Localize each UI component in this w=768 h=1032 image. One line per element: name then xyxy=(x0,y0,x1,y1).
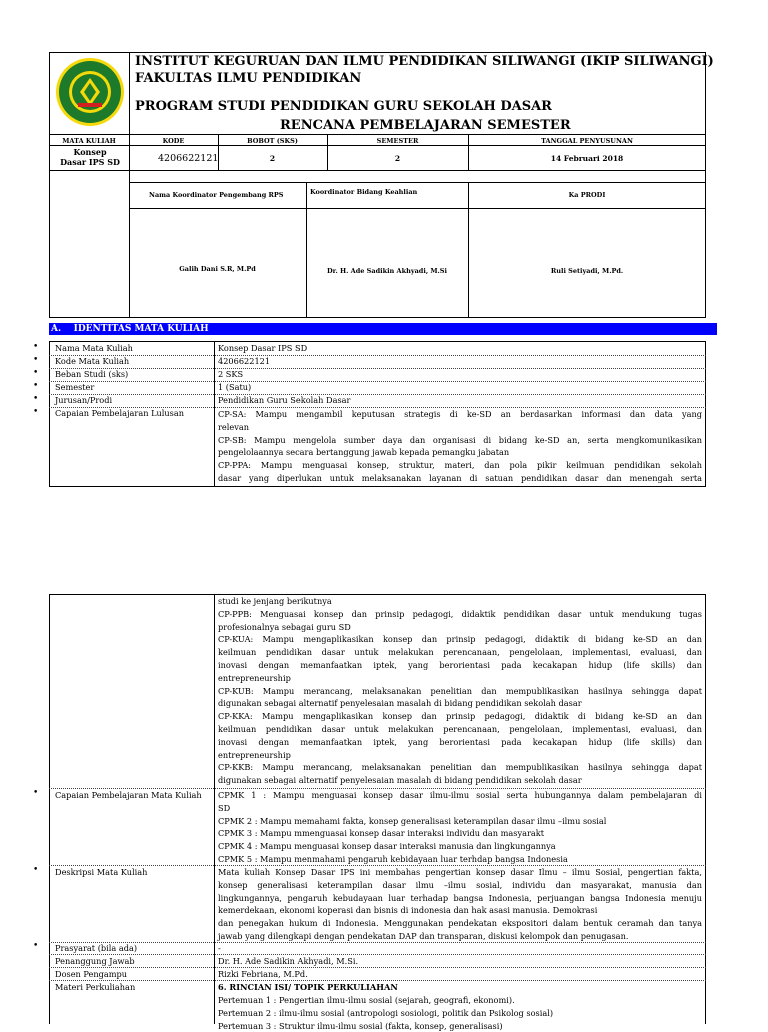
cp-line: pengelolaannya secara bertanggung jawab kepada pemangku jabatan xyxy=(218,447,510,458)
cp-line: dasar yang diperlukan untuk melaksanakan layanan di satuan pendidikan dasar dan menengah serta xyxy=(218,472,702,483)
cp-line: CP-KKA: Mampu mengaplikasikan konsep dan prinsip pedagogi, didaktik di bidang ke-SD an dan xyxy=(218,711,702,722)
label-beban-studi: Beban Studi (sks) xyxy=(55,369,129,379)
cp-lulusan-page1 xyxy=(218,408,702,485)
bullet: • xyxy=(33,394,39,404)
approval-label-kaprodi: Ka PRODI xyxy=(568,191,606,199)
cp-line: CP-SA: Mampu mengambil keputusan strategis di ke-SD an berdasarkan informasi dan data yang xyxy=(218,409,702,419)
materi-line: Pertemuan 2 : ilmu-ilmu sosial (antropologi sosiologi, politik dan Psikolog sosial) xyxy=(218,1007,554,1018)
deskripsi-line: jawab yang dilengkapi dengan pendekatan DAP dan transparan, diskusi kelompok dan penugasan. xyxy=(218,930,629,941)
value-beban-studi: 2 SKS xyxy=(218,369,244,379)
institute-name: INSTITUT KEGURUAN DAN ILMU PENDIDIKAN SILIWANGI (IKIP SILIWANGI) xyxy=(135,54,714,69)
bullet: • xyxy=(33,788,39,798)
approval-col-2 xyxy=(306,182,307,318)
header-frame xyxy=(49,52,706,318)
approval-top-line xyxy=(129,182,706,183)
cp-line: studi ke jenjang berikutnya xyxy=(218,596,332,606)
course-sks-value: 2 xyxy=(269,154,276,163)
bullet: • xyxy=(33,368,39,378)
bullet: • xyxy=(33,407,39,417)
col-header-kode: KODE xyxy=(162,137,185,145)
cpmk-line: SD xyxy=(218,802,231,813)
label-materi: Materi Perkuliahan xyxy=(55,982,136,992)
identity-col-divider xyxy=(214,341,215,487)
cp-line: keilmuan pendidikan dasar untuk melakukan perencanaan, pengelolaan, implementasi, evaluasi, dan xyxy=(218,647,702,658)
approval-left-divider xyxy=(129,170,130,318)
cp-line: keilmuan pendidikan dasar untuk melakukan perencanaan, pengelolaan, implementasi, evaluasi, dan xyxy=(218,723,702,734)
materi-line: Pertemuan 3 : Struktur ilmu-ilmu sosial (fakta, konsep, generalisasi) xyxy=(218,1020,503,1031)
faculty-name: FAKULTAS ILMU PENDIDIKAN xyxy=(135,71,362,86)
cp-line: CP-KUA: Mampu mengaplikasikan konsep dan prinsip pedagogi, didaktik di bidang ke-SD an dan xyxy=(218,634,702,645)
label-deskripsi: Deskripsi Mata Kuliah xyxy=(55,867,148,877)
course-code-value: 4206622121 xyxy=(158,153,219,164)
deskripsi-text xyxy=(218,866,702,943)
bullet: • xyxy=(33,355,39,365)
materi-list xyxy=(218,994,702,1032)
approval-label-bidang: Koordinator Bidang Keahlian xyxy=(310,188,418,196)
course-date-value: 14 Februari 2018 xyxy=(550,154,624,163)
cp-lulusan-page2 xyxy=(218,595,702,787)
course-name-value: Konsep Dasar IPS SD xyxy=(60,147,120,167)
cp-line: digunakan sebagai alternatif penyelesaian masalah di bidang pendidikan sekolah dasar xyxy=(218,775,582,786)
label-semester: Semester xyxy=(55,382,95,392)
approval-col-3 xyxy=(468,182,469,318)
col-header-bobot: BOBOT (SKS) xyxy=(247,137,298,145)
course-header-line xyxy=(49,145,706,146)
approval-label-line xyxy=(129,208,706,209)
bullet: • xyxy=(33,941,39,951)
cp-line: entrepreneurship xyxy=(218,749,291,760)
course-row-bottom xyxy=(49,170,706,171)
bullet: • xyxy=(33,381,39,391)
section-a-heading xyxy=(49,323,717,335)
header-bottom-line xyxy=(49,134,706,135)
label-prasyarat: Prasyarat (bila ada) xyxy=(55,943,138,953)
label-dosen-pengampu: Dosen Pengampu xyxy=(55,969,128,979)
institution-logo xyxy=(54,56,126,128)
deskripsi-line: konsep generalisasi keterampilan dasar ilmu –ilmu sosial, individu dan masyarakat, manusia dan xyxy=(218,879,702,890)
value-kode-mata-kuliah: 4206622121 xyxy=(218,356,271,366)
cpmk-list xyxy=(218,789,702,866)
cp-line: inovasi dengan memanfaatkan iptek, yang berorientasi pada kecakapan hidup (life skills) dan xyxy=(218,736,702,747)
cp-line: CP-SB: Mampu mengelola sumber daya dan organisasi di bidang ke-SD an, serta mengkomunikasikan xyxy=(218,434,702,445)
approval-label-koordinator: Nama Koordinator Pengembang RPS xyxy=(149,191,284,199)
cp-line: profesionalnya sebagai guru SD xyxy=(218,621,351,632)
label-penanggung-jawab: Penanggung Jawab xyxy=(55,956,135,966)
value-nama-mata-kuliah: Konsep Dasar IPS SD xyxy=(218,343,308,353)
section-a-title: A. IDENTITAS MATA KULIAH xyxy=(51,324,209,334)
cpmk-line: CPMK 1 : Mampu menguasai konsep dasar ilmu-ilmu sosial serta hubungannya dalam pembelajaran di xyxy=(218,790,702,800)
cp-line: CP-KKB: Mampu merancang, melaksanakan penelitian dan mempublikasikan hasilnya sehingga dapat xyxy=(218,762,702,773)
page2-col-divider xyxy=(214,594,215,1024)
program-name: PROGRAM STUDI PENDIDIKAN GURU SEKOLAH DASAR xyxy=(135,99,552,114)
cpmk-line: CPMK 5 : Mampu menmahami pengaruh kebidayaan luar terhdap bangsa Indonesia xyxy=(218,853,568,864)
cp-line: CP-PPA: Mampu menguasai konsep, struktur, materi, dan pola pikir keilmuan pendidikan sekolah xyxy=(218,460,702,471)
logo-divider xyxy=(129,52,130,134)
col-header-tanggal: TANGGAL PENYUSUNAN xyxy=(541,137,633,145)
value-semester: 1 (Satu) xyxy=(218,382,252,392)
label-kode-mata-kuliah: Kode Mata Kuliah xyxy=(55,356,130,366)
document-title: RENCANA PEMBELAJARAN SEMESTER xyxy=(280,118,571,133)
col-header-semester: SEMESTER xyxy=(376,137,419,145)
label-cpmk: Capaian Pembelajaran Mata Kuliah xyxy=(55,790,202,800)
cp-line: CP-PPB: Menguasai konsep dan prinsip pedagogi, didaktik pendidikan dasar untuk mendukung tugas xyxy=(218,608,702,619)
label-jurusan: Jurusan/Prodi xyxy=(55,395,113,405)
bullet: • xyxy=(33,342,39,352)
signatory-kaprodi: Ruli Setiyadi, M.Pd. xyxy=(550,267,624,275)
cp-line: digunakan sebagai alternatif penyelesaian masalah di bidang pendidikan sekolah dasar xyxy=(218,698,582,709)
deskripsi-line: lingkungannya, pengaruh kebudayaan luar terhadap bangsa Indonesia, perjuangan bangsa Indonesia menuju xyxy=(218,892,702,903)
label-capaian-lulusan: Capaian Pembelajaran Lulusan xyxy=(55,408,185,418)
deskripsi-line: dan penegakan hukum di Indonesia. Menggunakan pendekatan ekspositori dalam bentuk ceramah dan tanya xyxy=(218,918,702,929)
cp-line: entrepreneurship xyxy=(218,672,291,683)
cpmk-line: CPMK 4 : Mampu menguasai konsep dasar interaksi manusia dan lingkungannya xyxy=(218,841,556,852)
value-dosen-pengampu: Rizki Febriana, M.Pd. xyxy=(218,969,308,979)
bullet: • xyxy=(33,865,39,875)
materi-line: Pertemuan 1 : Pengertian ilmu-ilmu sosial (sejarah, geografi, ekonomi). xyxy=(218,995,515,1005)
cpmk-line: CPMK 2 : Mampu memahami fakta, konsep generalisasi keterampilan dasar ilmu –ilmu sosial xyxy=(218,815,607,826)
value-jurusan: Pendidikan Guru Sekolah Dasar xyxy=(218,395,351,405)
col-header-mata-kuliah: MATA KULIAH xyxy=(62,137,116,145)
signatory-koordinator: Galih Dani S.R, M.Pd xyxy=(179,265,256,273)
value-penanggung-jawab: Dr. H. Ade Sadikin Akhyadi, M.Si. xyxy=(218,956,359,966)
cp-line: relevan xyxy=(218,421,250,432)
cp-line: CP-KUB: Mampu merancang, melaksanakan penelitian dan mempublikasikan hasilnya sehingga dapat xyxy=(218,685,702,696)
materi-heading: 6. RINCIAN ISI/ TOPIK PERKULIAHAN xyxy=(218,982,398,992)
course-semester-value: 2 xyxy=(394,154,401,163)
signatory-bidang: Dr. H. Ade Sadikin Akhyadi, M.Si xyxy=(327,267,447,275)
cp-line: inovasi dengan memanfaatkan iptek, yang berorientasi pada kecakapan hidup (life skills) dan xyxy=(218,659,702,670)
value-prasyarat: - xyxy=(218,943,221,953)
deskripsi-line: Mata kuliah Konsep Dasar IPS ini membahas pengertian konsep dasar Ilmu – ilmu Sosial, pengertian fakta, xyxy=(218,867,702,877)
deskripsi-line: kemerdekaan, ekonomi koperasi dan bisnis di indonesia dan hak asasi manusia. Demokrasi xyxy=(218,905,598,916)
cpmk-line: CPMK 3 : Mampu mmenguasai konsep dasar interaksi individu dan masyarakt xyxy=(218,828,545,839)
label-nama-mata-kuliah: Nama Mata Kuliah xyxy=(55,343,133,353)
